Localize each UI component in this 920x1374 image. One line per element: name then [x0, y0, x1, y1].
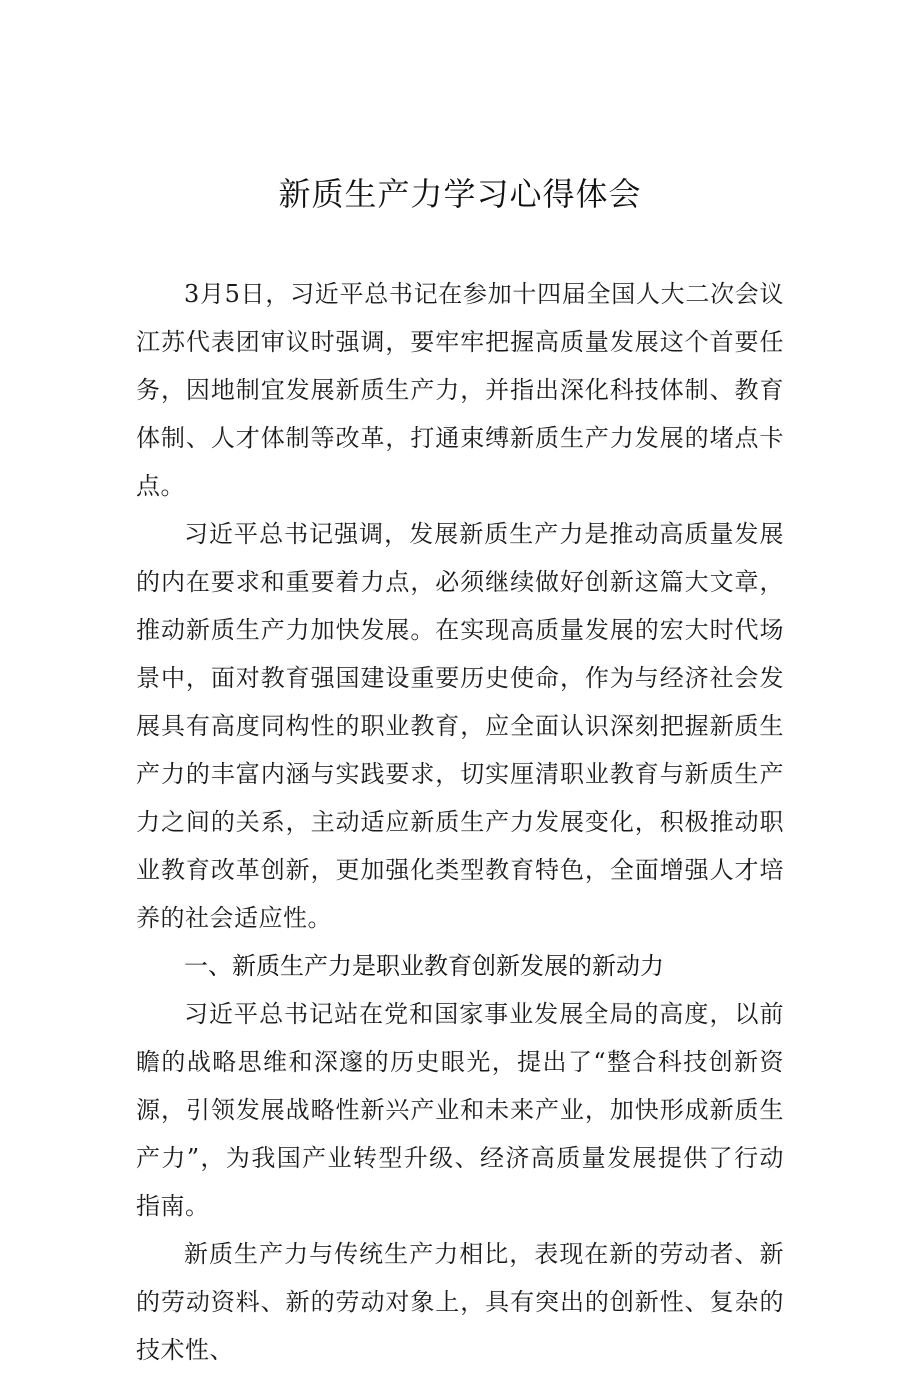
- paragraph-4: 新质生产力与传统生产力相比，表现在新的劳动者、新的劳动资料、新的劳动对象上，具有突出的创新性、复杂的技术性、: [136, 1240, 784, 1364]
- document-body: [136, 270, 784, 1374]
- paragraph-1: 3月5日，习近平总书记在参加十四届全国人大二次会议江苏代表团审议时强调，要牢牢把握高质量发展这个首要任务，因地制宜发展新质生产力，并指出深化科技体制、教育体制、人才体制等改革，打通束缚新质生产力发展的堵点卡点。: [136, 280, 784, 500]
- paragraph-2: 习近平总书记强调，发展新质生产力是推动高质量发展的内在要求和重要着力点，必须继续做好创新这篇大文章，推动新质生产力加快发展。在实现高质量发展的宏大时代场景中，面对教育强国建设重要历史使命，作为与经济社会发展具有高度同构性的职业教育，应全面认识深刻把握新质生产力的丰富内涵与实践要求，切实厘清职业教育与新质生产力之间的关系，主动适应新质生产力发展变化，积极推动职业教育改革创新，更加强化类型教育特色，全面增强人才培养的社会适应性。: [136, 520, 784, 932]
- document-title: 新质生产力学习心得体会: [278, 175, 642, 213]
- section-heading-1: 一、新质生产力是职业教育创新发展的新动力: [184, 952, 664, 980]
- paragraph-3: 习近平总书记站在党和国家事业发展全局的高度，以前瞻的战略思维和深邃的历史眼光，提出了“整合科技创新资源，引领发展战略性新兴产业和未来产业，加快形成新质生产力”，为我国产业转型升级、经济高质量发展提供了行动指南。: [136, 1000, 784, 1220]
